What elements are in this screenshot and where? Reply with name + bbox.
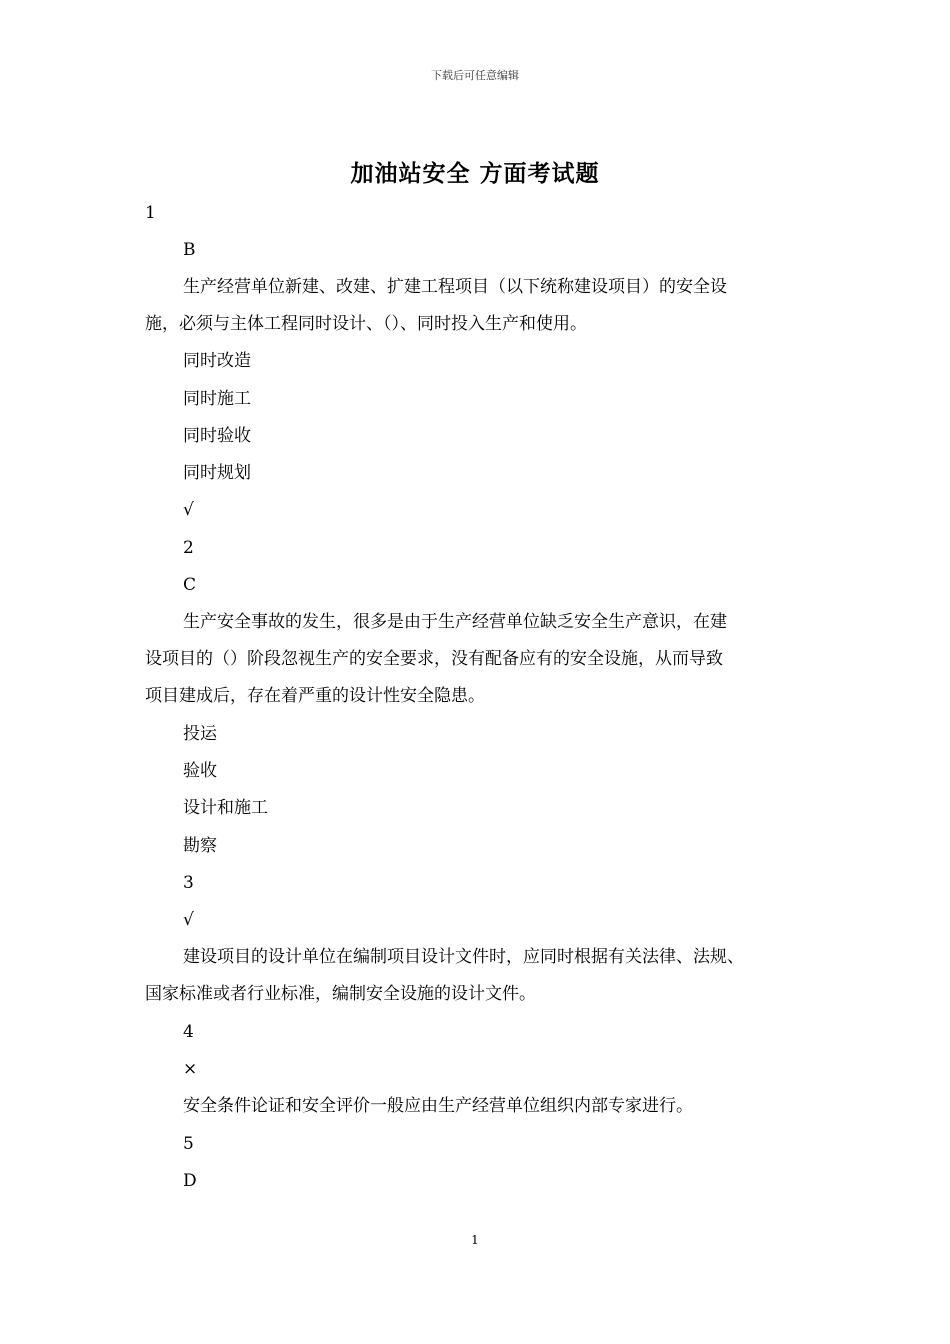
question-text: 生产安全事故的发生，很多是由于生产经营单位缺乏安全生产意识，在建 [183, 612, 727, 632]
question-text: 项目建成后，存在着严重的设计性安全隐患。 [145, 686, 485, 706]
question-text: 安全条件论证和安全评价一般应由生产经营单位组织内部专家进行。 [183, 1096, 693, 1116]
option-text: 同时规划 [183, 463, 251, 483]
question-number: 1 [145, 203, 156, 223]
question-text: 国家标准或者行业标准，编制安全设施的设计文件。 [145, 984, 536, 1004]
question-text: 建设项目的设计单位在编制项目设计文件时，应同时根据有关法律、法规、 [183, 947, 744, 967]
page-number: 1 [471, 1233, 479, 1247]
option-text: 设计和施工 [183, 798, 268, 818]
question-number: 5 [183, 1134, 194, 1154]
option-text: 验收 [183, 761, 217, 781]
check-mark: √ [183, 500, 194, 520]
question-text: 施，必须与主体工程同时设计、（）、同时投入生产和使用。 [145, 314, 587, 334]
question-text: 设项目的（）阶段忽视生产的安全要求，没有配备应有的安全设施，从而导致 [145, 649, 723, 669]
option-text: 同时改造 [183, 351, 251, 371]
cross-mark: × [183, 1059, 198, 1079]
option-text: 投运 [183, 724, 217, 744]
answer-key: C [183, 575, 197, 595]
option-text: 勘察 [183, 836, 217, 856]
option-text: 同时施工 [183, 389, 251, 409]
header-note: 下载后可任意编辑 [431, 69, 519, 82]
answer-key: D [183, 1171, 197, 1191]
question-number: 2 [183, 538, 194, 558]
check-mark: √ [183, 910, 194, 930]
answer-key: B [183, 240, 196, 260]
question-text: 生产经营单位新建、改建、扩建工程项目（以下统称建设项目）的安全设 [183, 277, 727, 297]
question-number: 4 [183, 1022, 194, 1042]
option-text: 同时验收 [183, 426, 251, 446]
document-title: 加油站安全 方面考试题 [350, 160, 600, 187]
question-number: 3 [183, 873, 194, 893]
